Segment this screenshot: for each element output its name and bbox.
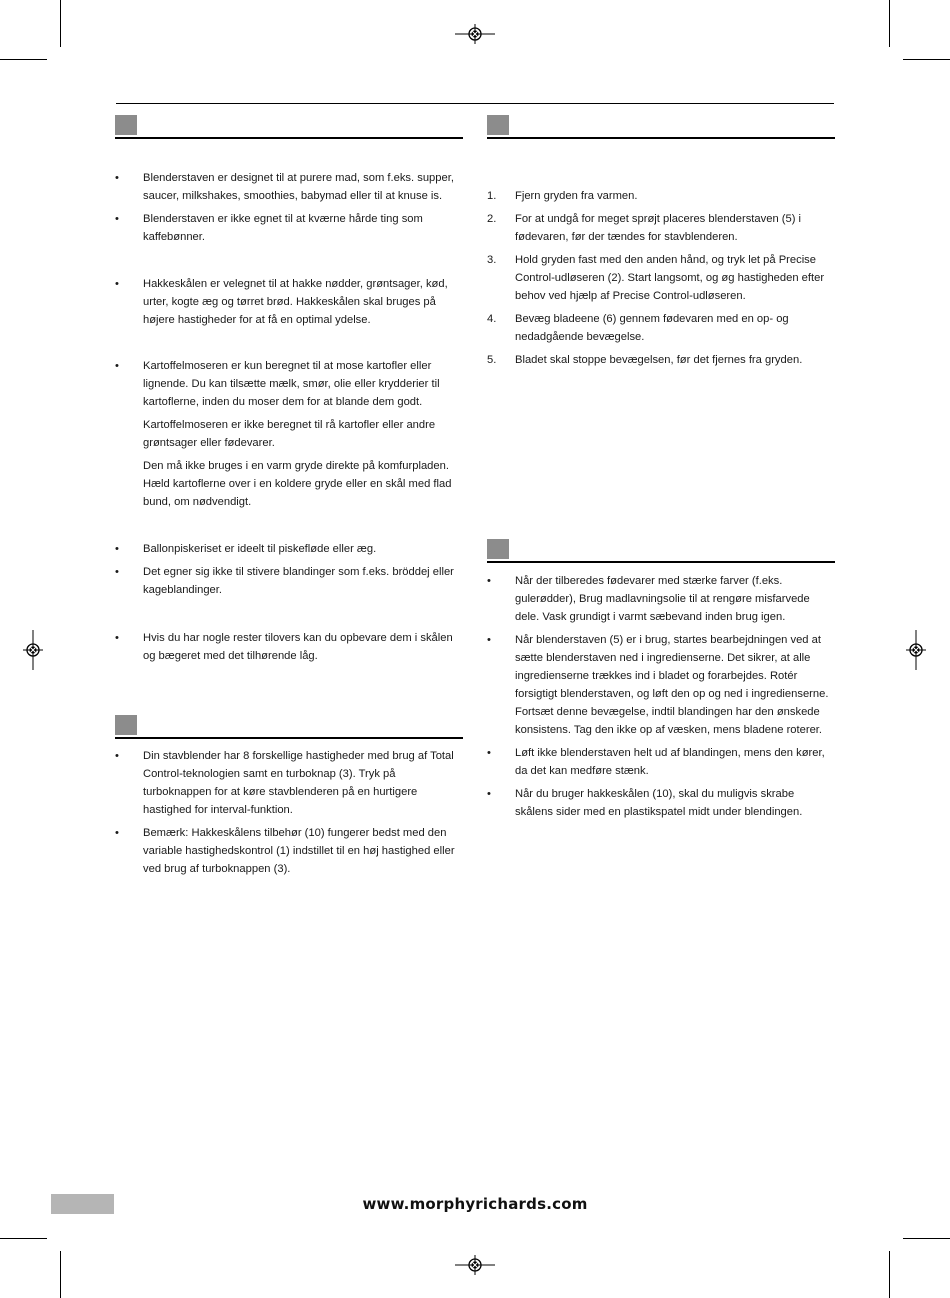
bullet-icon: • bbox=[487, 747, 491, 759]
step-item: 2. For at undgå for meget sprøjt placeres blenderstaven (5) i fødevaren, før der tændes for stavblenderen. bbox=[487, 210, 835, 246]
crop-mark bbox=[60, 1251, 61, 1298]
footer-url[interactable]: www.morphyrichards.com bbox=[362, 1195, 588, 1213]
step-number: 3. bbox=[487, 254, 497, 266]
list-item: • Blenderstaven er ikke egnet til at kværne hårde ting som kaffebønner. bbox=[115, 210, 463, 246]
step-number: 5. bbox=[487, 354, 497, 366]
section-header-box bbox=[115, 115, 137, 135]
bullet-icon: • bbox=[115, 278, 119, 290]
list-item: • Hvis du har nogle rester tilovers kan du opbevare dem i skålen og bægeret med det tilhørende låg. bbox=[115, 629, 463, 665]
bullet-icon: • bbox=[115, 172, 119, 184]
list-item: • Løft ikke blenderstaven helt ud af blandingen, mens den kører, da det kan medføre stænk. bbox=[487, 744, 835, 780]
left-section-3 bbox=[115, 357, 463, 516]
list-item: • Når blenderstaven (5) er i brug, startes bearbejdningen ved at sætte blenderstaven ned i ingredienserne. Det sikrer, at alle ingredienserne trækkes ind i bladet og forarbejdes. Rotér forsigtigt blenderstaven, og løft den op og ned i ingredienserne. Fortsæt denne bevægelse, indtil blandingen har den ønskede konsistens. Tag den ikke op af væsken, mens bladene roterer. bbox=[487, 631, 835, 739]
crop-mark bbox=[0, 59, 47, 60]
left-section-1 bbox=[115, 169, 463, 251]
list-item: • Hakkeskålen er velegnet til at hakke nødder, grøntsager, kød, urter, kogte æg og tørret brød. Hakkeskålen skal bruges på højere hastigheder for at få en optimal ydelse. bbox=[115, 275, 463, 329]
left-section-6 bbox=[115, 715, 463, 883]
step-item: 5. Bladet skal stoppe bevægelsen, før det fjernes fra gryden. bbox=[487, 351, 835, 369]
crop-mark bbox=[889, 0, 890, 47]
crop-mark bbox=[889, 1251, 890, 1298]
section-header-box bbox=[487, 539, 509, 559]
bullet-icon: • bbox=[115, 632, 119, 644]
section-header bbox=[115, 715, 463, 739]
section-header-box bbox=[115, 715, 137, 735]
list-item: • Ballonpiskeriset er ideelt til piskefløde eller æg. bbox=[115, 540, 463, 558]
crop-mark bbox=[903, 59, 950, 60]
bullet-icon: • bbox=[115, 750, 119, 762]
bullet-icon: • bbox=[115, 360, 119, 372]
crop-mark bbox=[903, 1238, 950, 1239]
bullet-icon: • bbox=[115, 566, 119, 578]
section-header bbox=[487, 539, 835, 563]
list-item: • Blenderstaven er designet til at purere mad, som f.eks. supper, saucer, milkshakes, smoothies, babymad eller til at knuse is. bbox=[115, 169, 463, 205]
paragraph: Kartoffelmoseren er ikke beregnet til rå kartofler eller andre grøntsager eller fødevarer. bbox=[143, 419, 436, 449]
right-tips-section bbox=[487, 539, 835, 826]
section-header bbox=[115, 115, 463, 139]
step-number: 2. bbox=[487, 213, 497, 225]
step-number: 1. bbox=[487, 190, 497, 202]
left-section-5 bbox=[115, 629, 463, 670]
crop-mark bbox=[0, 1238, 47, 1239]
page-number-tab bbox=[51, 1194, 114, 1214]
step-item: 3. Hold gryden fast med den anden hånd, og tryk let på Precise Control-udløseren (2). Start langsomt, og øg hastigheden efter behov ved hjælp af Precise Control-udløseren. bbox=[487, 251, 835, 305]
bullet-icon: • bbox=[487, 575, 491, 587]
left-column bbox=[115, 115, 463, 139]
registration-mark-icon bbox=[23, 630, 43, 670]
step-item: 1. Fjern gryden fra varmen. bbox=[487, 187, 835, 205]
bullet-icon: • bbox=[487, 788, 491, 800]
section-header-box bbox=[487, 115, 509, 135]
section-header bbox=[487, 115, 835, 139]
registration-mark-icon bbox=[906, 630, 926, 670]
paragraph: Den må ikke bruges i en varm gryde direkte på komfurpladen. Hæld kartoflerne over i en koldere gryde eller en skål med flad bund, om nødvendigt. bbox=[143, 460, 452, 508]
registration-mark-icon bbox=[455, 24, 495, 44]
bullet-icon: • bbox=[115, 827, 119, 839]
list-item: • Når du bruger hakkeskålen (10), skal du muligvis skrabe skålens sider med en plastikspatel midt under blendingen. bbox=[487, 785, 835, 821]
left-section-2 bbox=[115, 275, 463, 334]
right-steps bbox=[487, 187, 835, 374]
list-item: • Din stavblender har 8 forskellige hastigheder med brug af Total Control-teknologien samt en turboknap (3). Tryk på turboknappen for at køre stavblenderen på en hurtigere hastighed for interval-funktion. bbox=[115, 747, 463, 819]
crop-mark bbox=[60, 0, 61, 47]
bullet-icon: • bbox=[487, 634, 491, 646]
registration-mark-icon bbox=[455, 1255, 495, 1275]
top-rule bbox=[116, 103, 834, 104]
bullet-icon: • bbox=[115, 543, 119, 555]
list-item: • Kartoffelmoseren er kun beregnet til at mose kartofler eller lignende. Du kan tilsætte mælk, smør, olie eller krydderier til kartoflerne, inden du moser dem for at blande dem godt. bbox=[115, 357, 463, 411]
list-item: • Bemærk: Hakkeskålens tilbehør (10) fungerer bedst med den variable hastighedskontrol (1) indstillet til en høj hastighed eller ved brug af turboknappen (3). bbox=[115, 824, 463, 878]
right-column bbox=[487, 115, 835, 139]
list-item: • Når der tilberedes fødevarer med stærke farver (f.eks. gulerødder), Brug madlavningsolie til at rengøre misfarvede dele. Vask grundigt i varmt sæbevand inden brug igen. bbox=[487, 572, 835, 626]
left-section-4 bbox=[115, 540, 463, 604]
bullet-icon: • bbox=[115, 213, 119, 225]
step-number: 4. bbox=[487, 313, 497, 325]
list-item: • Det egner sig ikke til stivere blandinger som f.eks. bröddej eller kageblandinger. bbox=[115, 563, 463, 599]
step-item: 4. Bevæg bladeene (6) gennem fødevaren med en op- og nedadgående bevægelse. bbox=[487, 310, 835, 346]
